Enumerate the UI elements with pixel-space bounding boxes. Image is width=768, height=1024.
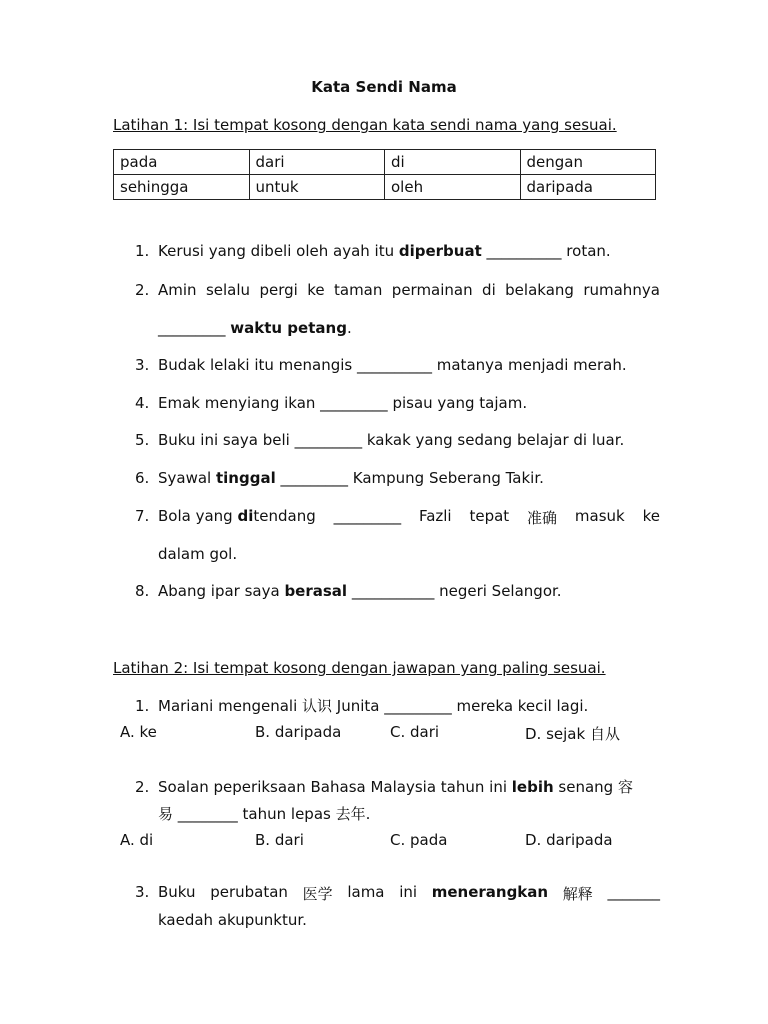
table-cell: sehingga: [114, 175, 250, 200]
question-text: _________: [158, 319, 231, 337]
question-text: Buku ini saya beli _________ kakak yang sedang belajar di luar.: [158, 431, 625, 449]
option-d: D. sejak 自从: [525, 725, 620, 743]
question-text: [158, 883, 660, 904]
question-text: Emak menyiang ikan _________ pisau yang tajam.: [158, 394, 528, 412]
word: _______: [607, 883, 660, 901]
question-number: 1.: [135, 242, 150, 260]
question-text: [158, 281, 660, 299]
bold-word: lebih: [511, 778, 554, 796]
question-number: 1.: [135, 697, 150, 715]
option-c: C. dari: [390, 723, 440, 741]
question-8: [135, 582, 660, 600]
question-number: 5.: [135, 431, 150, 449]
mcq-3: [135, 883, 660, 901]
question-7: [135, 507, 660, 525]
mcq-2: [135, 776, 660, 797]
word: ke: [642, 507, 660, 525]
word: taman: [334, 281, 383, 299]
word: perubatan: [210, 883, 288, 901]
table-cell: dari: [249, 150, 385, 175]
word: selalu: [205, 281, 251, 299]
word: di: [482, 281, 496, 299]
question-number: 6.: [135, 469, 150, 487]
word: _________: [333, 507, 402, 525]
question-text: senang 容: [553, 778, 633, 796]
latihan1-heading: Latihan 1: Isi tempat kosong dengan kata sendi nama yang sesuai.: [113, 116, 617, 134]
latihan2-heading: Latihan 2: Isi tempat kosong dengan jawapan yang paling sesuai.: [113, 659, 606, 677]
page-title: Kata Sendi Nama: [311, 78, 457, 96]
question-text: Syawal: [158, 469, 216, 487]
question-number: 2.: [135, 778, 150, 796]
word: Amin: [158, 281, 197, 299]
word: ini: [399, 883, 418, 901]
word: permainan: [391, 281, 473, 299]
word: Fazli: [418, 507, 452, 525]
table-cell: dengan: [520, 150, 656, 175]
question-2: [135, 281, 660, 299]
bold-word: berasal: [284, 582, 348, 600]
table-row: [114, 150, 656, 175]
bold-word: diperbuat: [398, 242, 482, 260]
question-number: 4.: [135, 394, 150, 412]
question-number: 8.: [135, 582, 150, 600]
question-text: Kerusi yang dibeli oleh ayah itu: [158, 242, 399, 260]
option-a: A. ke: [120, 723, 157, 741]
question-2-continued: [158, 319, 352, 337]
question-text: Mariani mengenali 认识 Junita _________ mereka kecil lagi.: [158, 697, 589, 715]
word: Buku: [158, 883, 196, 901]
word: belakang: [505, 281, 574, 299]
option-d: D. daripada: [525, 831, 613, 849]
bold-word: di: [237, 507, 254, 525]
word: tepat: [469, 507, 510, 525]
option-b: B. dari: [255, 831, 304, 849]
bold-word: tinggal: [216, 469, 276, 487]
option-a: A. di: [120, 831, 154, 849]
question-number: 3.: [135, 883, 150, 901]
table-cell: untuk: [249, 175, 385, 200]
word: 准确: [527, 509, 558, 527]
question-7-continued: dalam gol.: [158, 545, 238, 563]
question-text: __________ rotan.: [481, 242, 611, 260]
bold-word: waktu petang: [230, 319, 347, 337]
question-text: _________ Kampung Seberang Takir.: [275, 469, 544, 487]
bold-word: menerangkan: [431, 883, 549, 901]
table-cell: oleh: [385, 175, 521, 200]
question-3: [135, 356, 660, 374]
word: 医学: [302, 885, 333, 903]
question-number: 3.: [135, 356, 150, 374]
question-text: ___________ negeri Selangor.: [347, 582, 562, 600]
question-text: Soalan peperiksaan Bahasa Malaysia tahun ini: [158, 778, 512, 796]
question-number: 7.: [135, 507, 150, 525]
word: ke: [307, 281, 325, 299]
table-cell: di: [385, 150, 521, 175]
question-text: Abang ipar saya: [158, 582, 285, 600]
mcq-3-continued: kaedah akupunktur.: [158, 911, 307, 929]
word: rumahnya: [583, 281, 660, 299]
word: Bola yang: [158, 507, 238, 525]
word: 解释: [562, 885, 593, 903]
word: pergi: [259, 281, 298, 299]
question-1: [135, 242, 660, 260]
word: tendang: [253, 507, 316, 525]
question-text: [158, 507, 660, 528]
mcq-2-continued: 易 ________ tahun lepas 去年.: [158, 805, 371, 823]
word-bank-table: [113, 149, 656, 200]
question-text: .: [346, 319, 352, 337]
option-c: C. pada: [390, 831, 448, 849]
question-4: [135, 394, 660, 412]
table-cell: pada: [114, 150, 250, 175]
word: lama: [347, 883, 385, 901]
word: [158, 507, 316, 528]
table-cell: daripada: [520, 175, 656, 200]
question-number: 2.: [135, 281, 150, 299]
mcq-1: [135, 695, 660, 716]
option-b: B. daripada: [255, 723, 342, 741]
word: masuk: [574, 507, 625, 525]
question-5: [135, 431, 660, 449]
table-row: [114, 175, 656, 200]
question-text: Budak lelaki itu menangis __________ matanya menjadi merah.: [158, 356, 627, 374]
question-6: [135, 469, 660, 487]
